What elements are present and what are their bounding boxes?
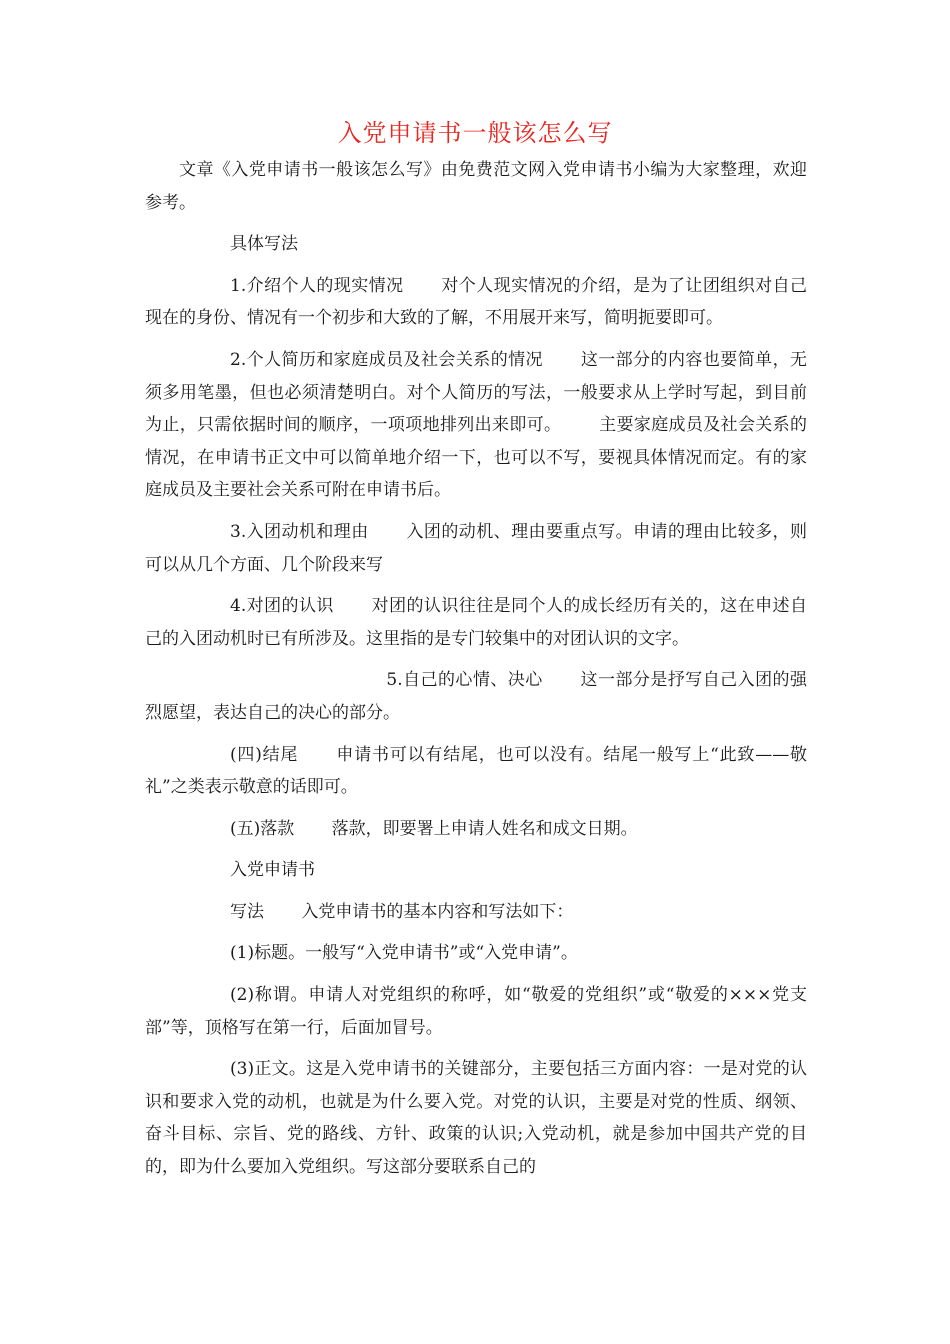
paragraph-text: 申请书可以有结尾，也可以没有。结尾一般写上“此致——敬礼”之类表示敬意的话即可。 xyxy=(145,744,807,798)
paragraph-text: 落款，即要署上申请人姓名和成文日期。 xyxy=(331,818,638,839)
paragraph-lead: 4.对团的认识 xyxy=(230,596,334,617)
paragraph-text: 入党申请书 xyxy=(230,860,315,881)
paragraph-lead: (五)落款 xyxy=(230,818,295,839)
paragraph-text: 这一部分是抒写自己入团的强烈愿望，表达自己的决心的部分。 xyxy=(145,670,807,723)
paragraph-item-2 xyxy=(145,344,807,507)
paragraph-item-4 xyxy=(145,590,807,655)
paragraph-lead: 写法 xyxy=(230,901,264,922)
paragraph-lead: 1.介绍个人的现实情况 xyxy=(230,275,404,296)
paragraph-method xyxy=(145,896,807,929)
paragraph-item-5 xyxy=(145,664,807,729)
paragraph-text: 入党申请书的基本内容和写法如下： xyxy=(301,901,574,922)
paragraph-text: 入团的动机、理由要重点写。申请的理由比较多，则可以从几个方面、几个阶段来写 xyxy=(145,521,807,575)
paragraph-item-1 xyxy=(145,270,807,335)
section-heading xyxy=(145,228,807,261)
paragraph-text: (2)称谓。申请人对党组织的称呼，如“敬爱的党组织”或“敬爱的×××党支部”等，顶格写在第一行，后面加冒号。 xyxy=(145,985,807,1038)
paragraph-lead: 2.个人简历和家庭成员及社会关系的情况 xyxy=(230,349,543,370)
paragraph-text: (3)正文。这是入党申请书的关键部分，主要包括三方面内容：一是对党的认识和要求入党的动机，也就是为什么要入党。对党的认识，主要是对党的性质、纲领、奋斗目标、宗旨、党的路线、方针、政策的认识;入党动机，就是参加中国共产党的目的，即为什么要加入党组织。写这部分要联系自己的 xyxy=(145,1059,807,1178)
paragraph-lead: (四)结尾 xyxy=(230,744,299,765)
paragraph-text: 这一部分的内容也要简单，无须多用笔墨，但也必须清楚明白。对个人简历的写法，一般要求从上学时写起，到目前为止，只需依据时间的顺序，一项项地排列出来即可。 xyxy=(145,349,807,436)
intro-paragraph xyxy=(145,154,807,219)
document-title: 入党申请书一般该怎么写 xyxy=(337,119,613,147)
paragraph-lead: 5.自己的心情、决心 xyxy=(386,670,543,691)
paragraph-text: 主要家庭成员及社会关系的情况，在申请书正文中可以简单地介绍一下，也可以不写，要视具体情况而定。有的家庭成员及主要社会关系可附在申请书后。 xyxy=(145,415,807,501)
paragraph-title-rule xyxy=(145,937,807,970)
paragraph-signature xyxy=(145,813,807,846)
paragraph-closing xyxy=(145,739,807,804)
paragraph-text: 文章《入党申请书一般该怎么写》由免费范文网入党申请书小编为大家整理，欢迎参考。 xyxy=(145,160,807,213)
paragraph-text: 对个人现实情况的介绍，是为了让团组织对自己现在的身份、情况有一个初步和大致的了解，不用展开来写，简明扼要即可。 xyxy=(145,275,807,329)
paragraph-text: (1)标题。一般写“入党申请书”或“入党申请”。 xyxy=(230,943,578,964)
paragraph-text: 对团的认识往往是同个人的成长经历有关的，这在申述自己的入团动机时已有所涉及。这里指的是专门较集中的对团认识的文字。 xyxy=(145,596,807,649)
document-body xyxy=(145,154,807,1193)
paragraph-text: 具体写法 xyxy=(230,234,298,255)
section-heading xyxy=(145,854,807,887)
paragraph-lead: 3.入团动机和理由 xyxy=(230,521,369,542)
paragraph-body-rule xyxy=(145,1053,807,1183)
paragraph-item-3 xyxy=(145,516,807,581)
paragraph-salutation-rule xyxy=(145,979,807,1044)
